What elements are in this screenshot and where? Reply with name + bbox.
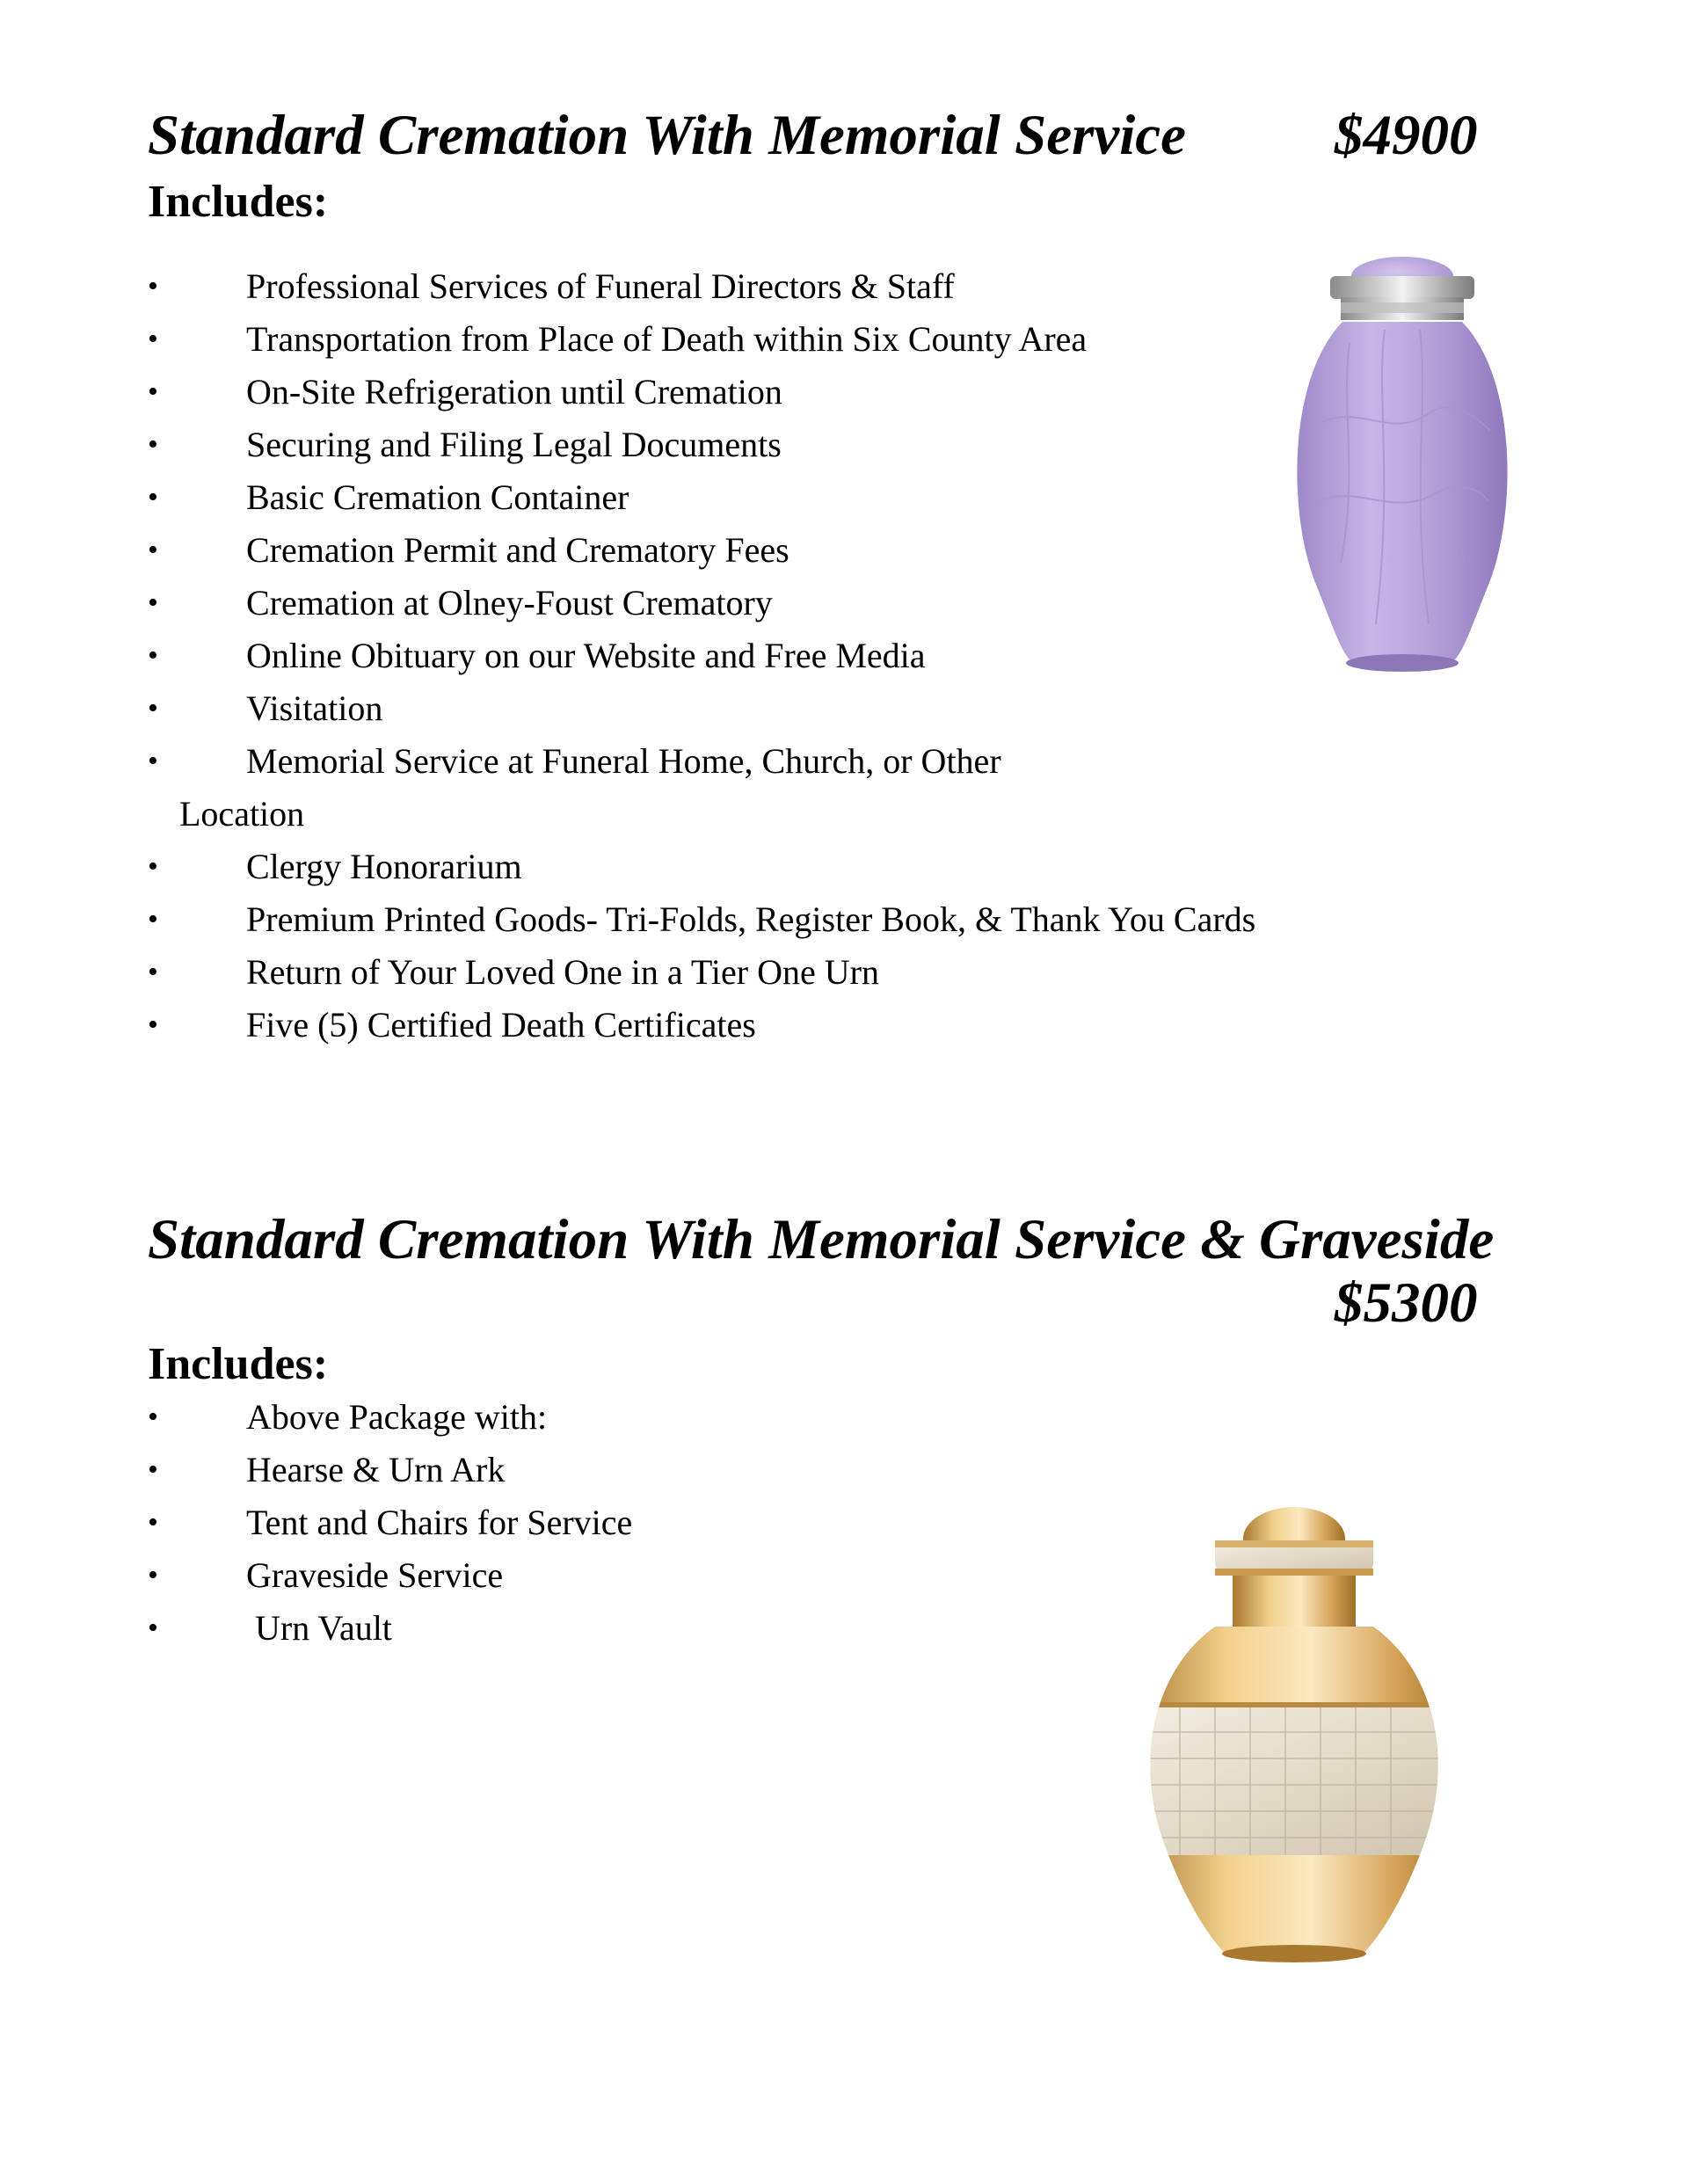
gold-pearl-urn-image xyxy=(1127,1495,1461,1969)
bullet-icon: • xyxy=(148,1559,158,1591)
bullet-icon: • xyxy=(148,1401,158,1433)
bullet-icon: • xyxy=(148,481,158,513)
bullet-icon: • xyxy=(148,270,158,302)
section1-price: $4900 xyxy=(1335,104,1478,167)
section1-title: Standard Cremation With Memorial Service xyxy=(148,104,1186,167)
bullet-icon: • xyxy=(148,323,158,355)
bullet-icon: • xyxy=(148,428,158,461)
bullet-icon: • xyxy=(148,375,158,408)
bullet-icon: • xyxy=(148,850,158,883)
bullet-icon: • xyxy=(148,1612,158,1644)
bullet-icon: • xyxy=(148,586,158,619)
section2-price: $5300 xyxy=(1335,1271,1478,1335)
bullet-icon: • xyxy=(148,1453,158,1486)
bullet-icon: • xyxy=(148,534,158,566)
bullet-icon: • xyxy=(148,692,158,724)
lavender-urn-image xyxy=(1288,246,1517,686)
bullet-icon: • xyxy=(148,639,158,672)
section1-includes-label: Includes: xyxy=(148,177,329,227)
section2-title: Standard Cremation With Memorial Service & Graveside xyxy=(148,1208,1495,1271)
section2-includes-label: Includes: xyxy=(148,1339,329,1389)
bullet-icon: • xyxy=(148,745,158,777)
bullet-icon: • xyxy=(148,956,158,988)
bullet-icon: • xyxy=(148,1008,158,1041)
bullet-icon: • xyxy=(148,903,158,935)
bullet-icon: • xyxy=(148,1506,158,1539)
